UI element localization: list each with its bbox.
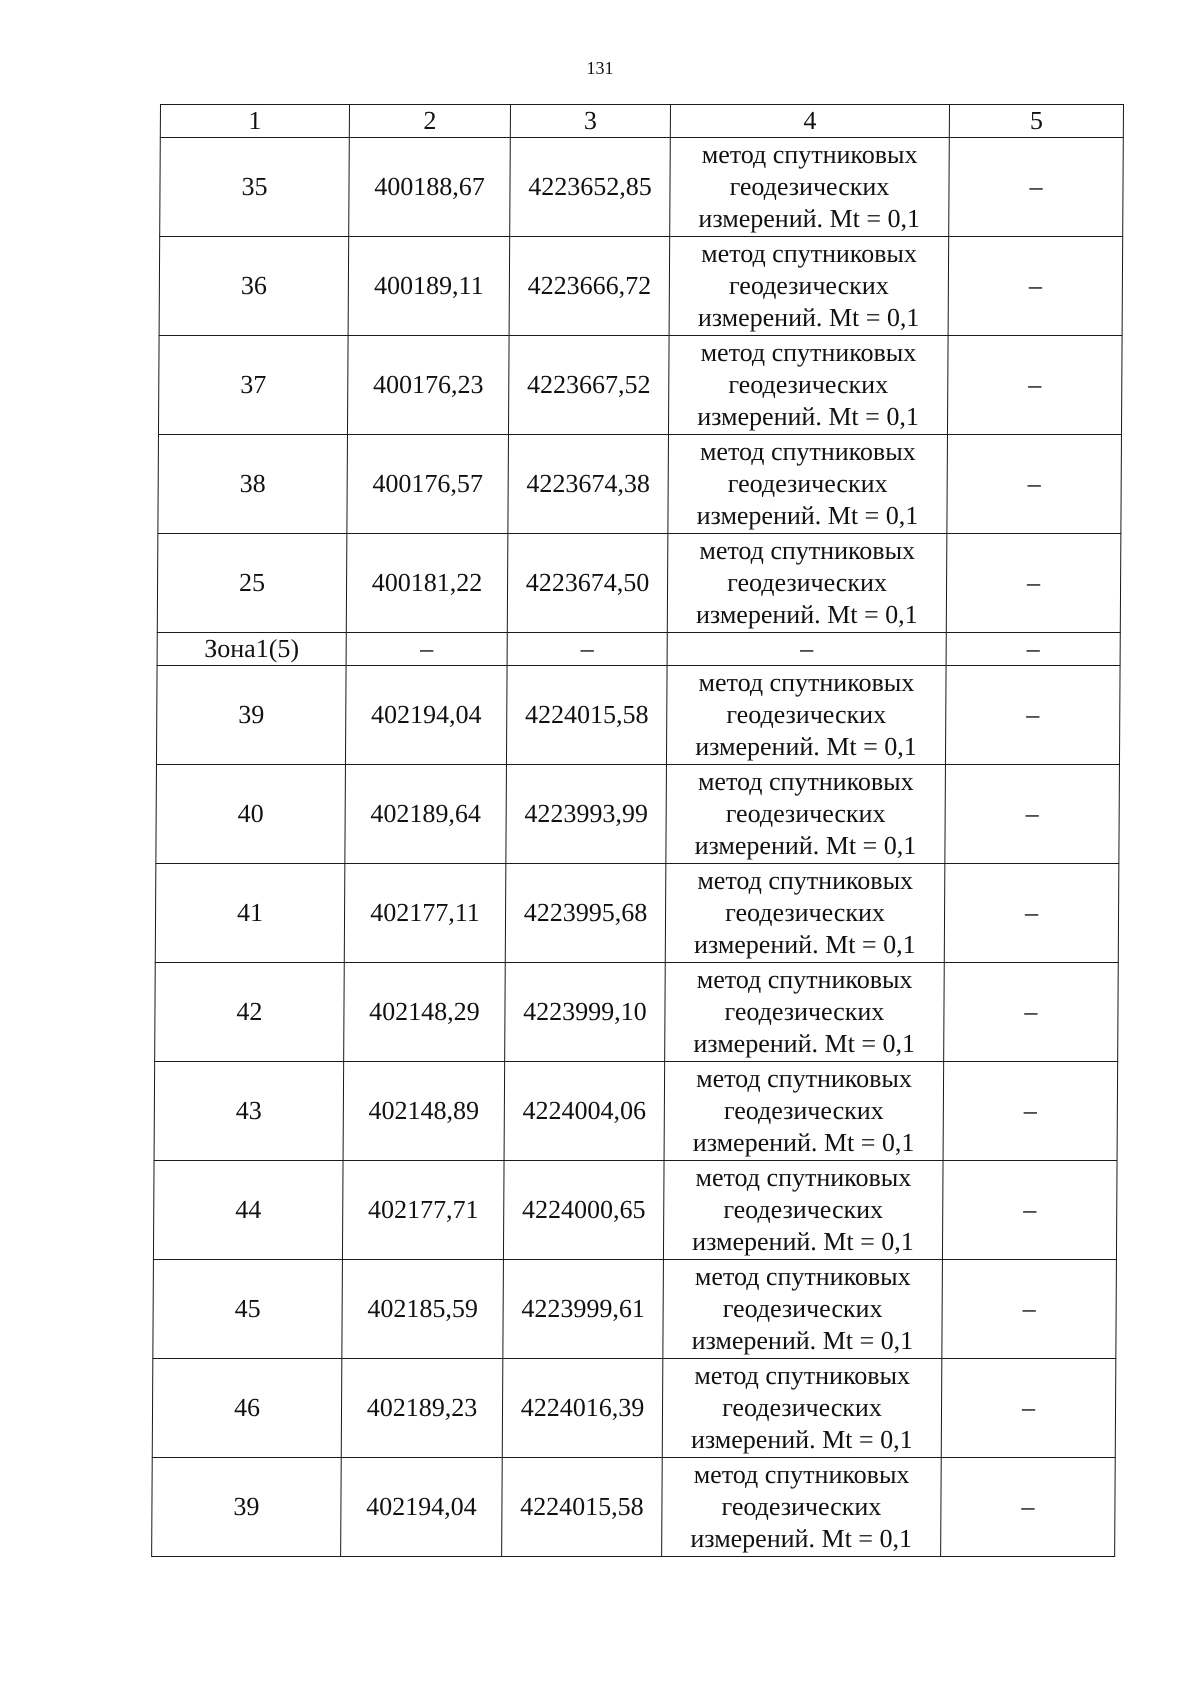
table-row [160, 138, 1124, 237]
column-number-4: 4 [670, 105, 949, 138]
method-text-line: измерений. Mt = 0,1 [692, 1227, 914, 1256]
coordinate-x-cell: 402194,04 [341, 1458, 503, 1557]
point-number-cell: 45 [153, 1260, 343, 1359]
method-text-line: метод спутниковых [694, 1262, 911, 1291]
point-number-cell: 43 [154, 1062, 344, 1161]
point-number-cell: 37 [158, 336, 348, 435]
table-row [152, 1359, 1116, 1458]
table-row [156, 666, 1120, 765]
point-number-cell: 39 [152, 1458, 342, 1557]
table-row [153, 1260, 1117, 1359]
coordinate-x-cell: 400189,11 [348, 237, 510, 336]
method-cell [664, 1062, 944, 1161]
table-row [154, 1062, 1118, 1161]
note-cell: – [944, 864, 1119, 963]
method-text-line: геодезических [722, 1294, 883, 1323]
coordinate-y-cell: – [507, 633, 667, 666]
method-text-line: измерений. Mt = 0,1 [691, 1326, 914, 1355]
coordinate-x-cell: 400176,57 [347, 435, 509, 534]
note-cell: – [945, 666, 1120, 765]
coordinate-x-cell: 400181,22 [346, 534, 508, 633]
point-number-cell: 41 [155, 864, 345, 963]
method-cell [665, 864, 945, 963]
method-cell [662, 1359, 942, 1458]
table-row [152, 1458, 1116, 1557]
point-number-cell: 25 [157, 534, 347, 633]
method-cell [663, 1260, 943, 1359]
point-number-cell: 36 [159, 237, 349, 336]
note-cell: – [949, 138, 1124, 237]
method-text-line: измерений. Mt = 0,1 [696, 501, 919, 530]
method-cell [667, 534, 947, 633]
table-row [158, 435, 1122, 534]
note-cell: – [947, 336, 1122, 435]
method-text-line: геодезических [725, 799, 886, 828]
method-text-line: геодезических [723, 1096, 884, 1125]
coordinate-y-cell: 4224015,58 [506, 666, 667, 765]
method-text-line: измерений. Mt = 0,1 [698, 204, 921, 233]
point-number-cell: 35 [160, 138, 350, 237]
coordinate-x-cell: 400188,67 [349, 138, 511, 237]
method-text-line: геодезических [728, 271, 889, 300]
method-cell [663, 1161, 943, 1260]
coordinates-table [151, 104, 1124, 1557]
method-text-line: геодезических [728, 370, 889, 399]
note-cell: – [947, 435, 1122, 534]
method-text-line: измерений. Mt = 0,1 [692, 1128, 915, 1157]
coordinate-y-cell: 4223674,50 [507, 534, 668, 633]
method-text-line: метод спутниковых [693, 1460, 910, 1489]
note-cell: – [946, 633, 1120, 666]
method-text-line: геодезических [724, 997, 885, 1026]
note-cell: – [943, 1062, 1118, 1161]
method-cell [665, 963, 945, 1062]
note-cell: – [941, 1458, 1116, 1557]
method-text-line: метод спутниковых [697, 767, 914, 796]
method-cell [668, 435, 948, 534]
method-text-line: метод спутниковых [698, 668, 915, 697]
coordinate-y-cell: 4223995,68 [505, 864, 666, 963]
point-number-cell: 44 [153, 1161, 343, 1260]
method-text-line: измерений. Mt = 0,1 [693, 1029, 916, 1058]
method-text-line: измерений. Mt = 0,1 [697, 303, 920, 332]
coordinate-x-cell: 402148,29 [344, 963, 506, 1062]
coordinate-x-cell: 402185,59 [342, 1260, 504, 1359]
method-text-line: метод спутниковых [699, 437, 916, 466]
table-row [158, 336, 1122, 435]
table-row [153, 1161, 1117, 1260]
coordinate-y-cell: 4224015,58 [502, 1458, 663, 1557]
coordinate-x-cell: 402148,89 [343, 1062, 505, 1161]
method-text-line: геодезических [722, 1393, 882, 1422]
method-text-line: метод спутниковых [696, 965, 913, 994]
method-text-line: геодезических [725, 898, 886, 927]
point-number-cell: Зона1(5) [157, 633, 346, 666]
table-row [156, 765, 1120, 864]
point-number-cell: 40 [156, 765, 346, 864]
method-text-line: метод спутниковых [697, 866, 914, 895]
method-text-line: измерений. Mt = 0,1 [695, 732, 917, 761]
coordinate-x-cell: – [346, 633, 507, 666]
point-number-cell: 46 [152, 1359, 342, 1458]
coordinate-y-cell: 4223666,72 [509, 237, 670, 336]
coordinate-x-cell: 402189,23 [341, 1359, 503, 1458]
note-cell: – [941, 1359, 1116, 1458]
method-text-line: геодезических [723, 1195, 884, 1224]
coordinate-x-cell: 400176,23 [347, 336, 509, 435]
coordinate-x-cell: 402194,04 [345, 666, 507, 765]
coordinate-y-cell: 4223667,52 [508, 336, 669, 435]
coordinate-y-cell: 4224004,06 [504, 1062, 665, 1161]
page-number: 131 [586, 58, 614, 78]
point-number-cell: 38 [158, 435, 348, 534]
note-cell: – [945, 765, 1120, 864]
method-text-line: метод спутниковых [700, 338, 917, 367]
column-number-1: 1 [160, 105, 349, 138]
coordinate-y-cell: 4223652,85 [510, 138, 671, 237]
method-text-line: геодезических [729, 172, 890, 201]
table-row [155, 864, 1119, 963]
table-row [155, 963, 1119, 1062]
method-text-line: геодезических [721, 1492, 882, 1521]
method-cell: – [667, 633, 946, 666]
column-number-row [160, 105, 1123, 138]
coordinates-table-body [152, 105, 1124, 1557]
zone-row [157, 633, 1120, 666]
method-cell [670, 138, 950, 237]
coordinate-y-cell: 4223999,61 [503, 1260, 664, 1359]
method-text-line: измерений. Mt = 0,1 [697, 402, 919, 431]
method-text-line: метод спутниковых [694, 1361, 911, 1390]
method-text-line: метод спутниковых [701, 140, 918, 169]
method-text-line: геодезических [727, 469, 888, 498]
coordinate-y-cell: 4224016,39 [502, 1359, 663, 1458]
coordinate-y-cell: 4223993,99 [506, 765, 667, 864]
note-cell: – [948, 237, 1123, 336]
coordinate-x-cell: 402177,71 [342, 1161, 504, 1260]
method-cell [666, 765, 946, 864]
point-number-cell: 39 [156, 666, 346, 765]
method-cell [669, 237, 949, 336]
note-cell: – [942, 1161, 1117, 1260]
method-cell [666, 666, 946, 765]
note-cell: – [946, 534, 1121, 633]
method-text-line: измерений. Mt = 0,1 [695, 600, 918, 629]
method-text-line: метод спутниковых [696, 1064, 912, 1093]
method-text-line: геодезических [726, 700, 887, 729]
column-number-3: 3 [510, 105, 670, 138]
point-number-cell: 42 [155, 963, 345, 1062]
method-text-line: измерений. Mt = 0,1 [694, 831, 917, 860]
table-row [159, 237, 1123, 336]
method-text-line: измерений. Mt = 0,1 [693, 930, 916, 959]
coordinate-y-cell: 4224000,65 [503, 1161, 664, 1260]
note-cell: – [942, 1260, 1117, 1359]
column-number-2: 2 [349, 105, 510, 138]
table-row [157, 534, 1121, 633]
method-text-line: метод спутниковых [695, 1163, 912, 1192]
method-text-line: измерений. Mt = 0,1 [690, 1425, 913, 1454]
method-text-line: геодезических [727, 568, 888, 597]
method-text-line: измерений. Mt = 0,1 [690, 1524, 913, 1553]
note-cell: – [944, 963, 1119, 1062]
coordinate-y-cell: 4223674,38 [508, 435, 669, 534]
coordinate-y-cell: 4223999,10 [505, 963, 666, 1062]
coordinate-x-cell: 402189,64 [345, 765, 507, 864]
column-number-5: 5 [949, 105, 1123, 138]
method-cell [662, 1458, 942, 1557]
method-text-line: метод спутниковых [701, 239, 918, 268]
coordinate-x-cell: 402177,11 [344, 864, 506, 963]
method-cell [668, 336, 948, 435]
method-text-line: метод спутниковых [699, 536, 916, 565]
